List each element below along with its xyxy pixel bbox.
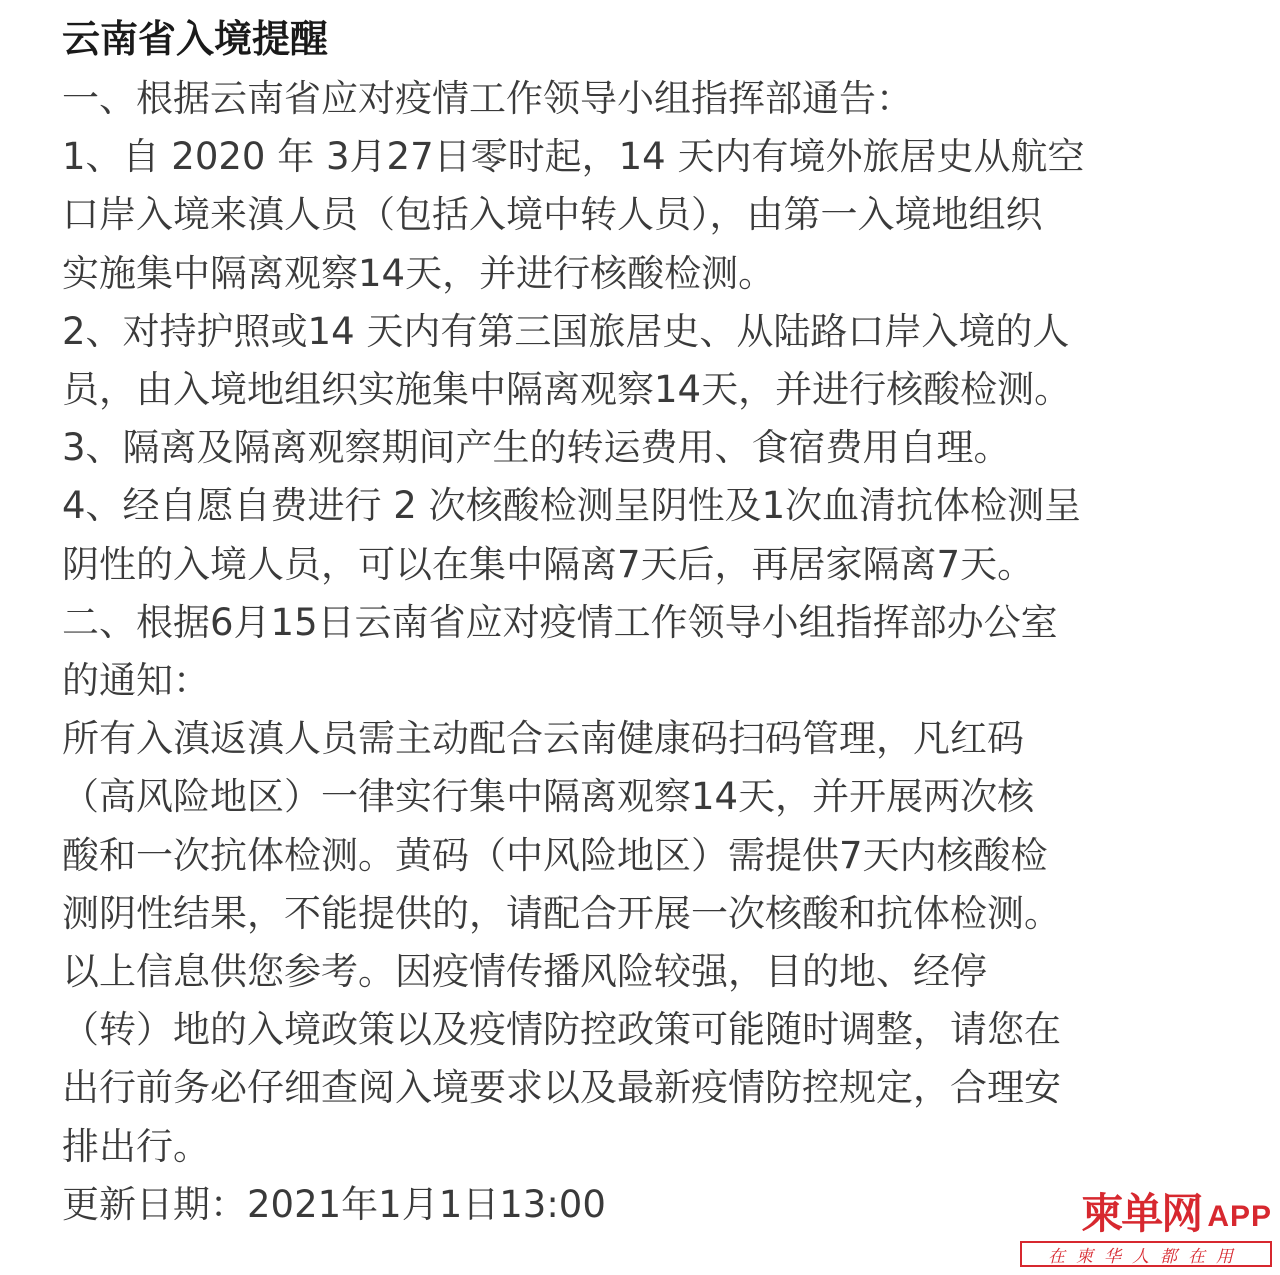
- notice-line: 以上信息供您参考。因疫情传播风险较强，目的地、经停: [62, 950, 987, 994]
- notice-line: 4、经自愿自费进行 2 次核酸检测呈阴性及1次血清抗体检测呈: [62, 484, 1082, 528]
- watermark-logo-mark: [1020, 1189, 1272, 1238]
- notice-line: 排出行。: [62, 1124, 210, 1168]
- notice-line: （转）地的入境政策以及疫情防控政策可能随时调整，请您在: [62, 1008, 1061, 1052]
- notice-line: 员，由入境地组织实施集中隔离观察14天，并进行核酸检测。: [62, 368, 1072, 412]
- notice-line: 2、对持护照或14 天内有第三国旅居史、从陆路口岸入境的人: [62, 309, 1070, 353]
- watermark-logo-name: 柬单网: [1081, 1189, 1202, 1238]
- notice-line: 口岸入境来滇人员（包括入境中转人员），由第一入境地组织: [62, 193, 1043, 237]
- notice-line: 二、根据6月15日云南省应对疫情工作领导小组指挥部办公室: [62, 600, 1058, 644]
- notice-line: 阴性的入境人员，可以在集中隔离7天后，再居家隔离7天。: [62, 542, 1035, 586]
- watermark-logo: [1020, 1189, 1272, 1267]
- notice-line: 出行前务必仔细查阅入境要求以及最新疫情防控规定，合理安: [62, 1066, 1061, 1110]
- notice-line: 一、根据云南省应对疫情工作领导小组指挥部通告：: [62, 77, 913, 120]
- watermark-slogan: 在柬华人都在用: [1020, 1241, 1272, 1267]
- notice-title: 云南省入境提醒: [62, 17, 329, 61]
- notice-line: 酸和一次抗体检测。黄码（中风险地区）需提供7天内核酸检: [62, 833, 1048, 877]
- notice-line: 3、隔离及隔离观察期间产生的转运费用、食宿费用自理。: [62, 426, 1011, 470]
- notice-line: 1、自 2020 年 3月27日零时起，14 天内有境外旅居史从航空: [62, 135, 1085, 179]
- notice-line: （高风险地区）一律实行集中隔离观察14天，并开展两次核: [62, 775, 1035, 819]
- notice-document: [62, 14, 1222, 1238]
- notice-line: 所有入滇返滇人员需主动配合云南健康码扫码管理，凡红码: [62, 717, 1024, 761]
- notice-line: 实施集中隔离观察14天，并进行核酸检测。: [62, 251, 776, 295]
- update-date: 更新日期：2021年1月1日13:00: [62, 1182, 606, 1226]
- notice-line: 的通知：: [62, 659, 210, 703]
- notice-line: 测阴性结果，不能提供的，请配合开展一次核酸和抗体检测。: [62, 891, 1061, 935]
- watermark-logo-suffix: APP: [1207, 1200, 1272, 1233]
